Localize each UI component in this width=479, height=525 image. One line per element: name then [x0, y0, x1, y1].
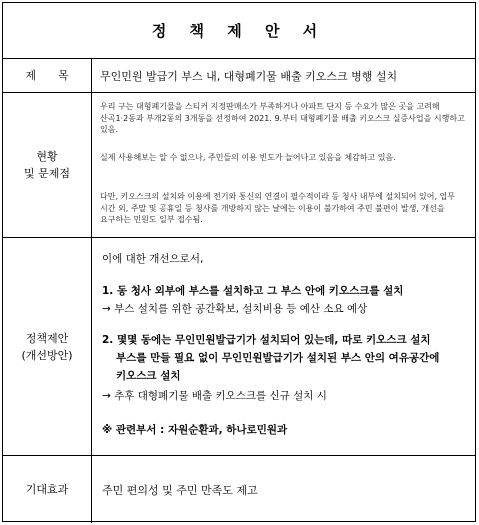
policy-item-2-line-1: 2. 몇몇 동에는 무인민원발급기가 설치되어 있는데, 따로 키오스크 설치 — [102, 334, 431, 346]
status-label — [3, 93, 92, 237]
subject-value: 무인민원 발급기 부스 내, 대형폐기물 배출 키오스크 병행 설치 — [100, 69, 398, 83]
status-paragraph-2: 실제 사용해보는 알 수 없으나, 주민들의 이용 빈도가 늘어나고 있음을 체감하고 있음. — [100, 153, 396, 162]
subject-content — [92, 59, 475, 92]
status-paragraph-1: 우리 구는 대형폐기물을 스티커 지정판매소가 부족하거나 아파트 단지 등 수요가 많은 곳을 고려해 산곡1·2동과 부개2동의 3개동을 선정하여 2021. 9.부터 대형폐기물 배출 키오스크 실증사업을 시행하고 있음. — [100, 102, 465, 134]
policy-label-text: 정책제안 (개선방안) — [21, 331, 73, 362]
policy-item-1-sub: → 부스 설치를 위한 공간확보, 설치비용 등 예산 소요 예상 — [102, 303, 368, 315]
title-row — [3, 3, 475, 59]
effect-content — [92, 456, 475, 523]
policy-intro: 이에 대한 개선으로서, — [102, 253, 204, 265]
subject-label-a: 제 — [25, 69, 36, 82]
status-content — [92, 93, 475, 237]
status-row — [3, 93, 475, 238]
status-label-text: 현황 및 문제점 — [23, 150, 70, 180]
subject-label-b: 목 — [58, 69, 69, 82]
policy-label — [3, 238, 92, 455]
effect-label-text: 기대효과 — [25, 483, 69, 496]
document-title: 정 책 제 안 서 — [151, 22, 327, 40]
effect-label — [3, 456, 92, 523]
policy-content — [92, 238, 475, 455]
policy-item-1-title: 1. 동 청사 외부에 부스를 설치하고 그 부스 안에 키오스크를 설치 — [102, 285, 404, 297]
policy-item-2-line-3: 키오스크 설치 — [116, 370, 181, 382]
subject-label — [3, 59, 92, 92]
policy-item-2-line-2: 부스를 만들 필요 없이 무인민원발급기가 설치된 부스 안의 여유공간에 — [116, 352, 440, 364]
status-paragraph-3: 다만, 키오스크의 설치와 이용에 전기와 통신의 연결이 필수적이라 등 청사 내부에 설치되어 있어, 업무 시간 외, 주말 및 공휴일 등 청사를 개방하지 않는 날에는 이용이 불가하여 주민 불편이 발생, 개선을 요구하는 민원도 일부 접수됨. — [100, 192, 455, 224]
policy-item-2-sub: → 추후 대형폐기물 배출 키오스크를 신규 설치 시 — [102, 390, 327, 402]
related-departments: ※ 관련부서 : 자원순환과, 하나로민원과 — [102, 424, 288, 436]
effect-value: 주민 편의성 및 주민 만족도 제고 — [102, 483, 258, 497]
effect-row — [3, 456, 475, 523]
proposal-document — [2, 2, 476, 522]
policy-row — [3, 238, 475, 456]
subject-row — [3, 59, 475, 93]
